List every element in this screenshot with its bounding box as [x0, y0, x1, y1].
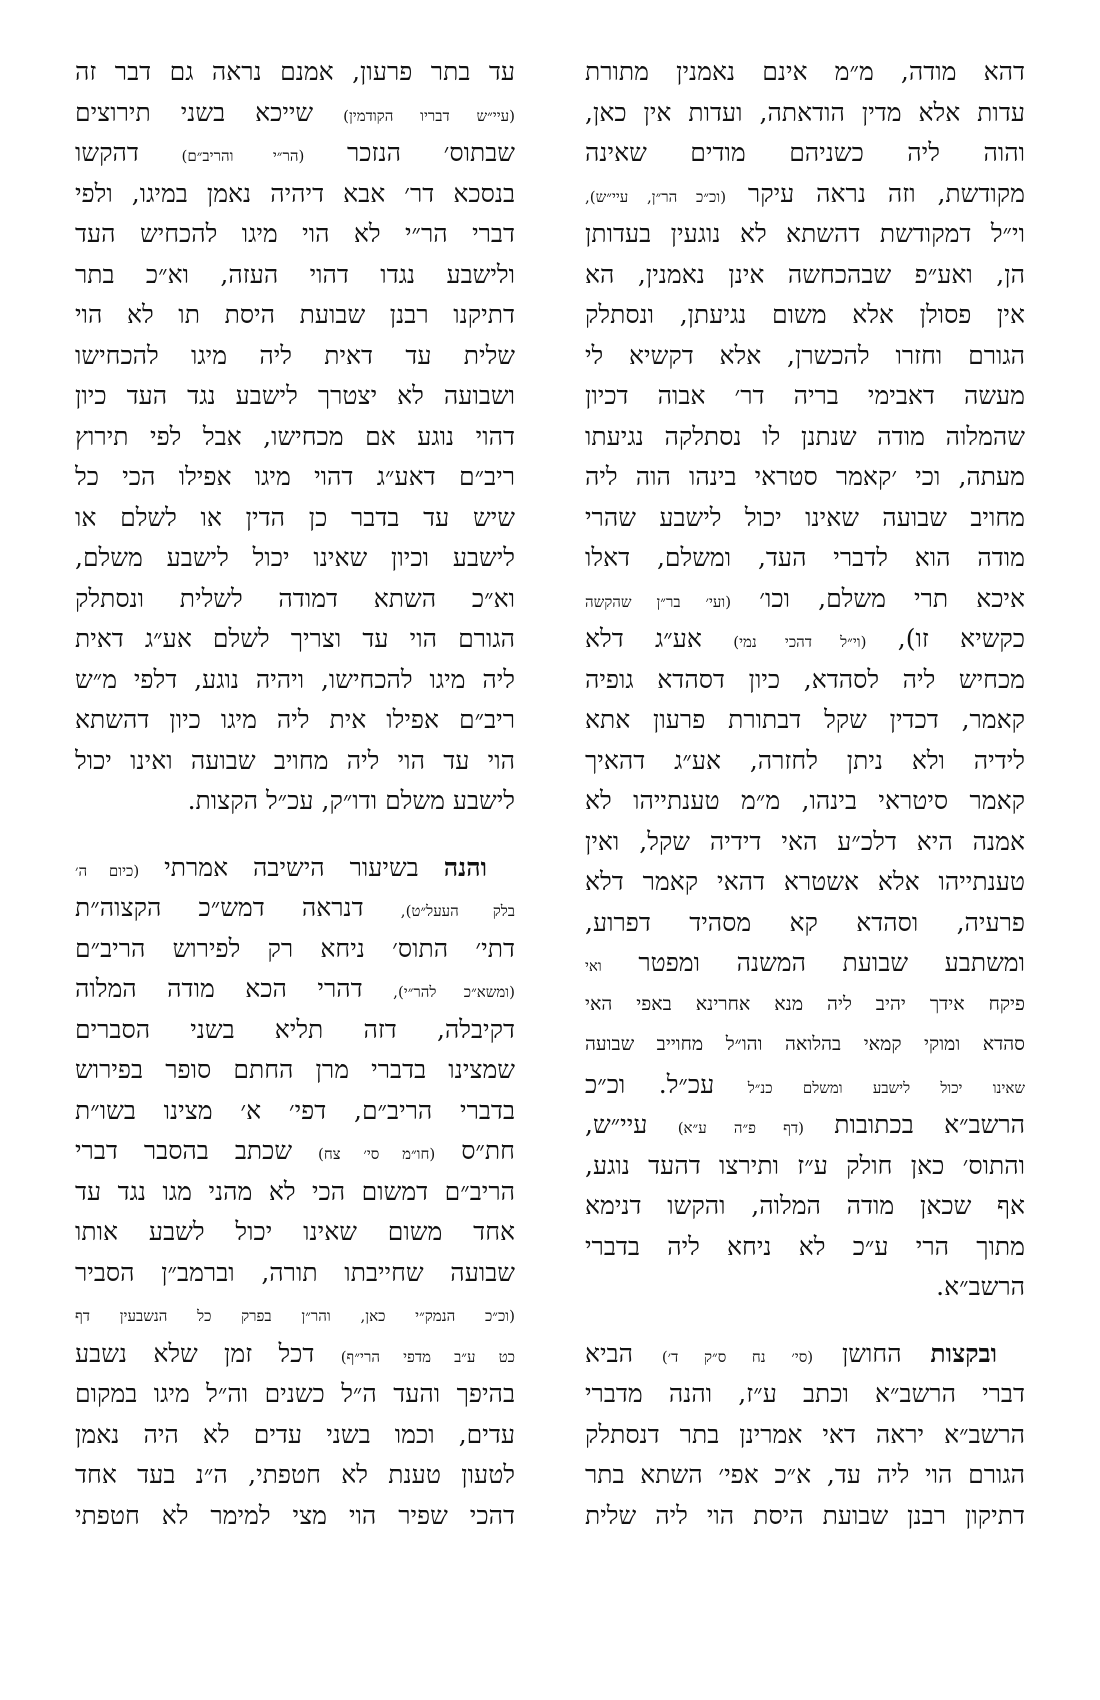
body-text: ומשתבע שבועת המשנה ומפטר [601, 948, 1025, 977]
body-text: לידיה ולא ניתן לחזרה, אע״ג דהאיך [585, 745, 1025, 775]
body-text: הגורם וחזרו להכשרן, אלא דקשיא לי [585, 340, 1025, 370]
text-line [585, 1227, 1025, 1268]
citation-text: (וי״ל דהכי נמי) [733, 633, 867, 651]
body-text: שבועה שחייבתו תורה, וברמב״ן הסביר [75, 1257, 515, 1287]
text-line [585, 52, 1025, 93]
text-line [585, 417, 1025, 458]
text-line [75, 1172, 515, 1213]
text-line [75, 660, 515, 701]
text-line [75, 1253, 515, 1294]
text-line [585, 93, 1025, 134]
body-text: בהיפך והעד ה״ל כשנים וה״ל מיגו במקום [75, 1379, 515, 1408]
text-line [75, 741, 515, 782]
text-line [585, 1105, 1025, 1146]
body-text: אין פסולן אלא משום נגיעתן, ונסתלק [585, 300, 1025, 329]
body-text: שלית עד דאית ליה מיגו להכחישו [75, 340, 515, 370]
body-text: עד בתר פרעון, אמנם נראה גם דבר זה [75, 57, 515, 86]
text-line [585, 1146, 1025, 1187]
body-text: ליה מיגו להכחישו, ויהיה נוגע, דלפי מ״ש [75, 664, 515, 694]
body-text: הרשב״א יראה דאי אמרינן בתר דנסתלק [585, 1419, 1025, 1449]
text-line [585, 1186, 1025, 1227]
text-line [585, 1496, 1025, 1537]
body-text: הוי עד הוי ליה מחויב שבועה ואינו יכול [75, 745, 515, 775]
text-line [75, 457, 515, 498]
text-line [75, 1212, 515, 1253]
text-line [75, 929, 515, 970]
text-line [585, 498, 1025, 539]
citation-text: (ומשא״כ להר״י), [393, 983, 515, 1001]
text-line [585, 1415, 1025, 1456]
body-text: איכא תרי משלם, וכו׳ [731, 583, 1025, 613]
text-line [585, 862, 1025, 903]
citation-text: (כיום ה׳ [75, 861, 140, 880]
body-text: קאמר סיטראי בינהו, מ״מ טענתייהו לא [585, 786, 1025, 815]
citation-text: (חו״מ סי׳ צח) [318, 1145, 436, 1163]
text-line [585, 255, 1025, 296]
body-text: דקיבלה, דזה תליא בשני הסברים [75, 1014, 515, 1044]
body-text: הגורם הוי עד וצריך לשלם אע״ג דאית [75, 624, 515, 653]
body-text: ריב״ם אפילו אית ליה מיגו כיון דהשתא [75, 705, 515, 734]
text-line [585, 741, 1025, 782]
citation-text: שאינו יכול לישבע ומשלם כנ״ל [747, 1078, 1025, 1097]
text-line [75, 1415, 515, 1456]
text-line [75, 579, 515, 620]
text-line [75, 1334, 515, 1375]
body-text: לטעון טענת לא חטפתי, ה״נ בעד אחד [75, 1460, 515, 1489]
text-line [75, 376, 515, 417]
text-line [585, 1024, 1025, 1065]
text-line [75, 1091, 515, 1132]
citation-text: (הר״י והריב״ם) [181, 147, 305, 165]
text-line [75, 1374, 515, 1415]
body-text: אע״ג דלא [585, 624, 734, 653]
text-line [585, 1065, 1025, 1106]
text-line [75, 336, 515, 377]
body-text: דתיקון רבנן שבועת היסת הוי ליה שלית [585, 1500, 1025, 1530]
body-text: מחויב שבועה שאינו יכול לישבע שהרי [585, 502, 1025, 532]
body-text: דהא מודה, מ״מ אינם נאמנין מתורת [585, 57, 1025, 86]
citation-text: ואי [585, 957, 602, 975]
text-line [75, 1010, 515, 1051]
text-line [75, 255, 515, 296]
body-text: דהרי הכא מודה המלוה [75, 974, 394, 1003]
paragraph-gap [585, 1308, 1025, 1334]
body-text: מודה הוא לדברי העד, ומשלם, דאלו [585, 543, 1025, 572]
body-text: מעתה, וכי ׳קאמר סטראי בינהו הוה ליה [585, 462, 1025, 491]
text-line [75, 538, 515, 579]
body-text: מקודשת, וזה נראה עיקר [726, 178, 1025, 208]
body-text: דברי הר״י לא הוי מיגו להכחיש העד [75, 219, 515, 248]
text-line [585, 822, 1025, 863]
body-text: ריב״ם דאע״ג דהוי מיגו אפילו הכי כל [75, 462, 515, 491]
body-text: מכחיש ליה לסהדא, כיון דסהדא גופיה [585, 664, 1025, 694]
body-text: לישבע וכיון שאינו יכול לישבע משלם, [75, 543, 515, 572]
body-text: שמצינו בדברי מרן החתם סופר בפירוש [75, 1055, 515, 1084]
body-text: טענתייהו אלא אשטרא דהאי קאמר דלא [585, 867, 1025, 896]
text-line [585, 1267, 1025, 1308]
citation-text: (סי׳ נח ס״ק ד׳) [661, 1347, 814, 1366]
left-text-column [75, 52, 515, 1536]
text-line [75, 52, 515, 93]
text-line [75, 93, 515, 134]
text-line [75, 848, 515, 889]
text-line [75, 1131, 515, 1172]
body-text: אף שכאן מודה המלוה, והקשו דנימא [585, 1191, 1025, 1220]
body-text: ושבועה לא יצטרך לישבע נגד העד כיון [75, 381, 515, 410]
body-text: אמנה היא דלכ״ע האי דידיה שקל, ואין [585, 826, 1025, 856]
body-text: דהכי שפיר הוי מצי למימר לא חטפתי [75, 1500, 515, 1530]
text-line [585, 781, 1025, 822]
text-line [585, 457, 1025, 498]
body-text: עדים, וכמו בשני עדים לא היה נאמן [75, 1419, 515, 1449]
body-text: דתיקנו רבנן שבועת היסת תו לא הוי [75, 300, 515, 329]
body-text: פרעיה, וסהדא קא מסהיד דפרוע, [585, 907, 1025, 937]
body-text: שייכא בשני תירוצים [75, 97, 344, 127]
body-text: מעשה דאבימי בריה דר׳ אבוה דכיון [585, 381, 1025, 410]
body-text: בשיעור הישיבה אמרתי [139, 852, 444, 882]
text-line [585, 336, 1025, 377]
body-text: וא״כ השתא דמודה לשלית ונסתלק [75, 583, 515, 613]
body-text: קאמר, דכדין שקל דבתורת פרעון אתא [585, 705, 1025, 734]
text-line [585, 376, 1025, 417]
citation-text: (עיי״ש דבריו הקודמין) [343, 106, 515, 125]
body-text: שהמלוה מודה שנתנן לו נסתלקה נגיעתו [585, 421, 1025, 451]
body-text: דהוי נוגע אם מכחישו, אבל לפי תירוץ [75, 421, 515, 451]
body-text: עיי״ש, [585, 1110, 678, 1139]
paragraph-lead-word: ובקצות [930, 1338, 997, 1368]
body-text: והוה ליה כשניהם מודים שאינה [585, 138, 1025, 167]
text-line [75, 1050, 515, 1091]
text-line [585, 619, 1025, 660]
text-line [585, 174, 1025, 215]
body-text: פיקח אידך יהיב ליה מנא אחרינא באפי האי [585, 992, 1025, 1015]
text-line [585, 295, 1025, 336]
body-text: בדברי הריב״ם, דפי׳ א׳ מצינו בשו״ת [75, 1095, 515, 1125]
text-line [585, 1455, 1025, 1496]
text-line [585, 660, 1025, 701]
body-text: ולישבע נגדו דהוי העזה, וא״כ בתר [75, 259, 515, 289]
text-line [585, 579, 1025, 620]
body-text: עכ״ל. וכ״כ [585, 1069, 748, 1099]
text-line [75, 1293, 515, 1334]
body-text: דתי׳ התוס׳ ניחא רק לפירוש הריב״ם [75, 933, 515, 963]
citation-text: (וכ״כ הנמק״י כאן, והר״ן בפרק כל הנשבעין דף [75, 1307, 515, 1325]
text-line [75, 781, 515, 822]
text-line [75, 1455, 515, 1496]
body-text: שכתב בהסבר דברי [75, 1136, 318, 1165]
body-text: מתוך הרי ע״כ לא ניחא ליה בדברי [585, 1231, 1025, 1261]
body-text: סהדא ומוקי קמאי בהלואה והו״ל מחוייב שבועה [585, 1033, 1025, 1055]
body-text: הגורם הוי ליה עד, א״כ אפי׳ השתא בתר [585, 1460, 1025, 1489]
text-line [585, 214, 1025, 255]
text-line [585, 133, 1025, 174]
body-text: החושן [813, 1338, 931, 1368]
body-text: אחד משום שאינו יכול לשבע אותו [75, 1217, 515, 1246]
text-line [585, 1334, 1025, 1375]
paragraph-gap [75, 822, 515, 848]
text-line [585, 984, 1025, 1025]
citation-text: כט ע״ב מדפי הרי״ף) [340, 1347, 515, 1366]
text-line [585, 1374, 1025, 1415]
body-text: דכל זמן שלא נשבע [75, 1338, 341, 1368]
body-text: שבתוס׳ הנזכר [304, 138, 515, 167]
text-line [75, 1496, 515, 1537]
citation-text: (וכ״כ הר״ן, עיי״ש), [585, 187, 727, 206]
text-line [75, 700, 515, 741]
body-text: חת״ס [435, 1136, 515, 1165]
text-line [585, 700, 1025, 741]
body-text: הריב״ם דמשום הכי לא מהני מגו נגד עד [75, 1176, 515, 1206]
text-line [75, 295, 515, 336]
body-text: דנראה דמש״כ הקצוה״ת [75, 893, 401, 922]
paragraph-lead-word: והנה [443, 852, 487, 882]
text-line [75, 498, 515, 539]
body-text: שיש עד בדבר כן הדין או לשלם או [75, 502, 515, 532]
text-line [75, 133, 515, 174]
text-line [75, 214, 515, 255]
body-text: דהקשו [75, 138, 182, 167]
text-line [585, 538, 1025, 579]
body-text: והתוס׳ כאן חולק ע״ז ותירצו דהעד נוגע, [585, 1150, 1025, 1180]
citation-text: בלק העעל״ט), [400, 902, 515, 920]
citation-text: (דף פ״ה ע״א) [677, 1119, 804, 1137]
body-text: כקשיא זו), [866, 624, 1025, 653]
citation-text: (ועי׳ בר״ן שהקשה [585, 592, 732, 611]
body-text: הרשב״א בכתובות [803, 1110, 1025, 1139]
body-text: הן, ואע״פ שבהכחשה אינן נאמנין, הא [585, 259, 1025, 289]
body-text: לישבע משלם ודו״ק, עכ״ל הקצות. [187, 786, 515, 815]
body-text: הרשב״א. [936, 1272, 1025, 1301]
body-text: בנסכא דר׳ אבא דיהיה נאמן במיגו, ולפי [75, 178, 515, 208]
right-text-column [585, 52, 1025, 1536]
body-text: דברי הרשב״א וכתב ע״ז, והנה מדברי [585, 1379, 1025, 1408]
body-text: וי״ל דמקודשת דהשתא לא נוגעין בעדותן [585, 219, 1025, 248]
text-line [75, 619, 515, 660]
text-line [75, 888, 515, 929]
text-line [585, 903, 1025, 944]
text-line [75, 969, 515, 1010]
text-line [75, 417, 515, 458]
body-text: הביא [585, 1338, 662, 1368]
text-line [75, 174, 515, 215]
body-text: עדות אלא מדין הודאתה, ועדות אין כאן, [585, 97, 1025, 127]
text-line [585, 943, 1025, 984]
